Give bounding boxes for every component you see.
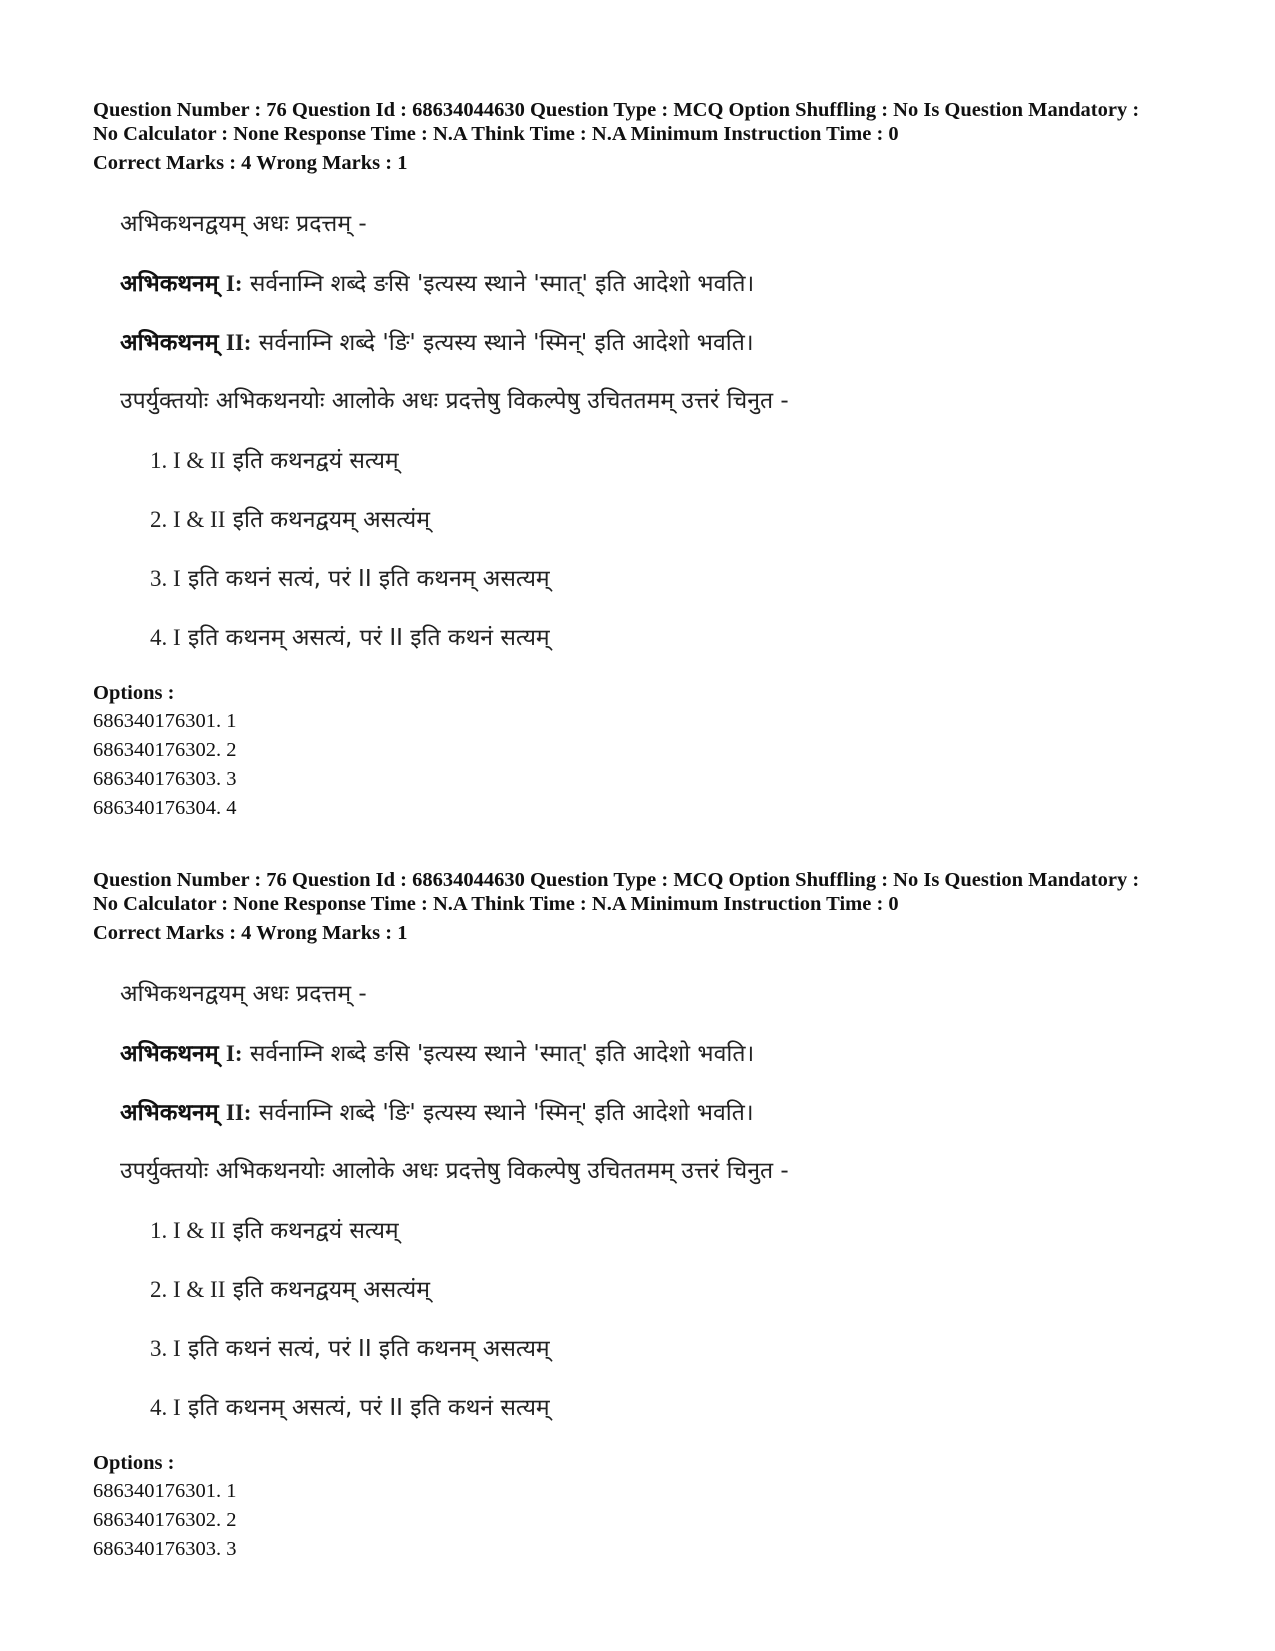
- assertion-1-roman: I:: [225, 1041, 243, 1066]
- choice-4-text: इति कथनम् असत्यं, परं II इति कथनं सत्यम्: [187, 1395, 550, 1421]
- question-intro: अभिकथनद्वयम् अधः प्रदत्तम् -: [120, 211, 367, 237]
- question-meta-line-1: Question Number : 76 Question Id : 68634044630 Question Type : MCQ Option Shuffling : No Is Question Mandatory :: [93, 869, 1140, 891]
- option-id-row: 686340176301. 1: [93, 1480, 237, 1502]
- question-meta-line-1: Question Number : 76 Question Id : 68634044630 Question Type : MCQ Option Shuffling : No Is Question Mandatory :: [93, 99, 1140, 121]
- choice-3: [93, 549, 1193, 608]
- assertion-1-lead: अभिकथनम्: [120, 271, 219, 297]
- choice-2-text: इति कथनद्वयम् असत्यंम्: [232, 507, 430, 533]
- question-marks: Correct Marks : 4 Wrong Marks : 1: [93, 922, 408, 944]
- option-id-row: 686340176303. 3: [93, 768, 237, 790]
- choice-2: [93, 490, 1193, 549]
- choice-3-number: 3. I: [150, 566, 181, 591]
- option-id-row: 686340176303. 3: [93, 1538, 237, 1560]
- choice-1-text: इति कथनद्वयं सत्यम्: [232, 1218, 399, 1244]
- question-instruction: उपर्युक्तयोः अभिकथनयोः आलोके अधः प्रदत्तेषु विकल्पेषु उचिततमम् उत्तरं चिनुत -: [120, 388, 789, 414]
- assertion-2-text: सर्वनाम्नि शब्दे 'ङि' इत्यस्य स्थाने 'स्मिन्' इति आदेशो भवति।: [258, 1100, 754, 1126]
- options-label: Options :: [93, 1452, 175, 1474]
- choice-1-number: 1. I & II: [150, 448, 226, 473]
- assertion-1: [93, 254, 1193, 313]
- question-block-1: [93, 98, 1193, 823]
- option-id-row: 686340176302. 2: [93, 1509, 237, 1531]
- question-body: [93, 195, 1193, 667]
- choice-4-number: 4. I: [150, 625, 181, 650]
- choice-3-text: इति कथनं सत्यं, परं II इति कथनम् असत्यम्: [187, 1336, 550, 1362]
- choice-2: [93, 1260, 1193, 1319]
- choice-1-text: इति कथनद्वयं सत्यम्: [232, 448, 399, 474]
- choice-2-number: 2. I & II: [150, 507, 226, 532]
- assertion-2-text: सर्वनाम्नि शब्दे 'ङि' इत्यस्य स्थाने 'स्मिन्' इति आदेशो भवति।: [258, 330, 754, 356]
- question-meta-line-2: No Calculator : None Response Time : N.A Think Time : N.A Minimum Instruction Time : 0: [93, 123, 899, 145]
- choice-3: [93, 1319, 1193, 1378]
- choice-2-number: 2. I & II: [150, 1277, 226, 1302]
- choice-3-text: इति कथनं सत्यं, परं II इति कथनम् असत्यम्: [187, 566, 550, 592]
- option-id-row: 686340176301. 1: [93, 710, 237, 732]
- choice-4-text: इति कथनम् असत्यं, परं II इति कथनं सत्यम्: [187, 625, 550, 651]
- question-intro: अभिकथनद्वयम् अधः प्रदत्तम् -: [120, 981, 367, 1007]
- choice-4-number: 4. I: [150, 1395, 181, 1420]
- option-id-row: 686340176304. 4: [93, 797, 237, 819]
- choice-4: [93, 1378, 1193, 1437]
- assertion-2-lead: अभिकथनम्: [120, 330, 219, 356]
- assertion-2-lead: अभिकथनम्: [120, 1100, 219, 1126]
- question-instruction: उपर्युक्तयोः अभिकथनयोः आलोके अधः प्रदत्तेषु विकल्पेषु उचिततमम् उत्तरं चिनुत -: [120, 1158, 789, 1184]
- question-marks: Correct Marks : 4 Wrong Marks : 1: [93, 152, 408, 174]
- question-meta-line-2: No Calculator : None Response Time : N.A Think Time : N.A Minimum Instruction Time : 0: [93, 893, 899, 915]
- option-id-row: 686340176302. 2: [93, 739, 237, 761]
- assertion-2: [93, 1083, 1193, 1142]
- assertion-2: [93, 313, 1193, 372]
- choice-2-text: इति कथनद्वयम् असत्यंम्: [232, 1277, 430, 1303]
- assertion-1-text: सर्वनाम्नि शब्दे ङसि 'इत्यस्य स्थाने 'स्मात्' इति आदेशो भवति।: [249, 271, 755, 297]
- assertion-1-lead: अभिकथनम्: [120, 1041, 219, 1067]
- question-block-2: [93, 868, 1193, 1564]
- assertion-1-text: सर्वनाम्नि शब्दे ङसि 'इत्यस्य स्थाने 'स्मात्' इति आदेशो भवति।: [249, 1041, 755, 1067]
- choice-1-number: 1. I & II: [150, 1218, 226, 1243]
- choice-3-number: 3. I: [150, 1336, 181, 1361]
- choice-1: [93, 1201, 1193, 1260]
- assertion-1-roman: I:: [225, 271, 243, 296]
- assertion-2-roman: II:: [225, 1100, 252, 1125]
- assertion-2-roman: II:: [225, 330, 252, 355]
- options-label: Options :: [93, 682, 175, 704]
- assertion-1: [93, 1024, 1193, 1083]
- choice-4: [93, 608, 1193, 667]
- question-body: [93, 965, 1193, 1437]
- choice-1: [93, 431, 1193, 490]
